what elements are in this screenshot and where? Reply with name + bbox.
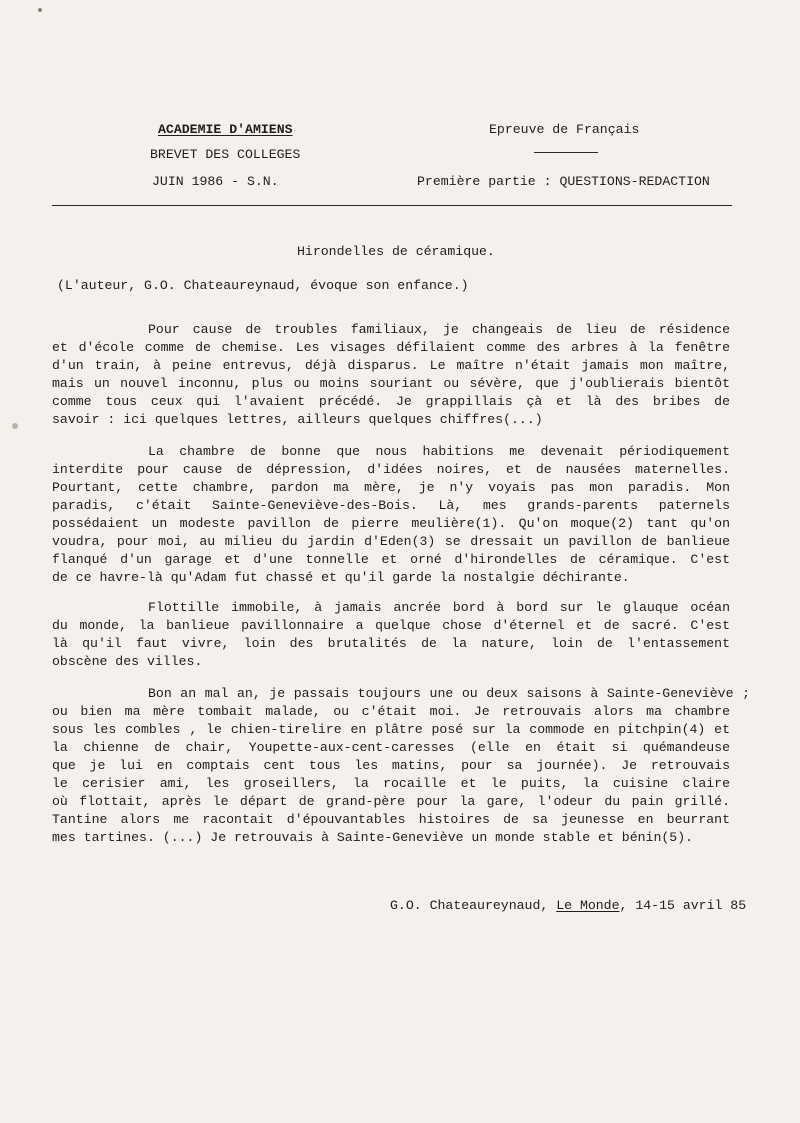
paragraph-2 xyxy=(52,443,730,587)
paragraph-line: où flottait, après le départ de grand-père pour la gare, l'odeur du pain grillé. xyxy=(52,794,730,809)
session-label: JUIN 1986 - S.N. xyxy=(152,174,279,189)
brevet-label: BREVET DES COLLEGES xyxy=(150,147,301,162)
paragraph-line: la chienne de chair, Youpette-aux-cent-caresses (elle en était si quémandeuse xyxy=(52,740,730,755)
paragraph-line: de ce havre-là qu'Adam fut chassé et qu'il garde la nostalgie déchirante. xyxy=(52,570,630,585)
paragraph-line: paradis, c'était Sainte-Geneviève-des-Bois. Là, mes grands-parents paternels xyxy=(52,498,730,513)
paragraph-3 xyxy=(52,599,730,671)
paragraph-line: voudra, pour moi, au milieu du jardin d'Eden(3) se dressait un pavillon de banlieue xyxy=(52,534,730,549)
paragraph-line: possédaient un modeste pavillon de pierre meulière(1). Qu'on moque(2) tant qu'on xyxy=(52,516,730,531)
paragraph-line: du monde, la banlieue pavillonnaire a quelque chose d'éternel et de sacré. C'est xyxy=(52,618,730,633)
paragraph-line: ou bien ma mère tombait malade, ou c'était moi. Je retrouvais alors ma chambre xyxy=(52,704,730,719)
paper-speck xyxy=(12,423,18,429)
paragraph-line: La chambre de bonne que nous habitions me devenait périodiquement xyxy=(148,444,730,459)
paragraph-line: et d'école comme de chemise. Les visages défilaient comme des arbres à la fenêtre xyxy=(52,340,730,355)
paragraph-line: là qu'il faut vivre, loin des brutalités de la nature, loin de l'entassement xyxy=(52,636,730,651)
source-author: G.O. Chateaureynaud, xyxy=(390,898,549,913)
paragraph-line: flanqué d'un garage et d'une tonnelle et orné d'hirondelles de céramique. C'est xyxy=(52,552,730,567)
source-publication: Le Monde xyxy=(556,898,620,913)
epreuve-underline xyxy=(534,152,598,153)
paragraph-line: savoir : ici quelques lettres, ailleurs quelques chiffres(...) xyxy=(52,412,543,427)
paragraph-line: comme tous ceux qui l'avaient précédé. Je grappillais çà et là des bribes de xyxy=(52,394,730,409)
paragraph-line: obscène des villes. xyxy=(52,654,203,669)
paragraph-line: Bon an mal an, je passais toujours une ou deux saisons à Sainte-Geneviève ; xyxy=(148,686,750,701)
paragraph-line: mais un nouvel inconnu, plus ou moins souriant ou sévère, que j'oublierais bientôt xyxy=(52,376,730,391)
paragraph-line: Pourtant, cette chambre, pardon ma mère, je n'y voyais pas mon paradis. Mon xyxy=(52,480,730,495)
paragraph-line: interdite pour cause de dépression, d'idées noires, et de nausées maternelles. xyxy=(52,462,730,477)
paragraph-line: que je lui en comptais cent tous les matins, pour sa journée). Je retrouvais xyxy=(52,758,730,773)
paragraph-line: d'un train, à peine entrevus, déjà disparus. Le maître n'était jamais mon maître, xyxy=(52,358,730,373)
paper-speck xyxy=(38,8,42,12)
paragraph-line: mes tartines. (...) Je retrouvais à Sainte-Geneviève un monde stable et bénin(5). xyxy=(52,830,694,845)
academie-title: ACADEMIE D'AMIENS xyxy=(158,122,293,137)
source-date: , 14-15 avril 85 xyxy=(619,898,747,913)
epreuve-label: Epreuve de Français xyxy=(489,122,640,137)
paragraph-1 xyxy=(52,321,730,429)
text-title: Hirondelles de céramique. xyxy=(297,244,495,259)
paragraph-line: sous les combles , le chien-tirelire en plâtre posé sur la commode en pitchpin(4) et xyxy=(52,722,730,737)
paragraph-line: Tantine alors me racontait d'épouvantables histoires de sa jeunesse en beurrant xyxy=(52,812,730,827)
paragraph-line: Flottille immobile, à jamais ancrée bord à bord sur le glauque océan xyxy=(148,600,730,615)
paragraph-line: le cerisier ami, les groseillers, la rocaille et le puits, la cuisine claire xyxy=(52,776,730,791)
intro-note: (L'auteur, G.O. Chateaureynaud, évoque son enfance.) xyxy=(57,278,469,293)
source-citation xyxy=(390,897,746,915)
partie-label: Première partie : QUESTIONS-REDACTION xyxy=(417,174,710,189)
paragraph-4 xyxy=(52,685,750,847)
header-divider xyxy=(52,205,732,206)
paragraph-line: Pour cause de troubles familiaux, je changeais de lieu de résidence xyxy=(148,322,730,337)
